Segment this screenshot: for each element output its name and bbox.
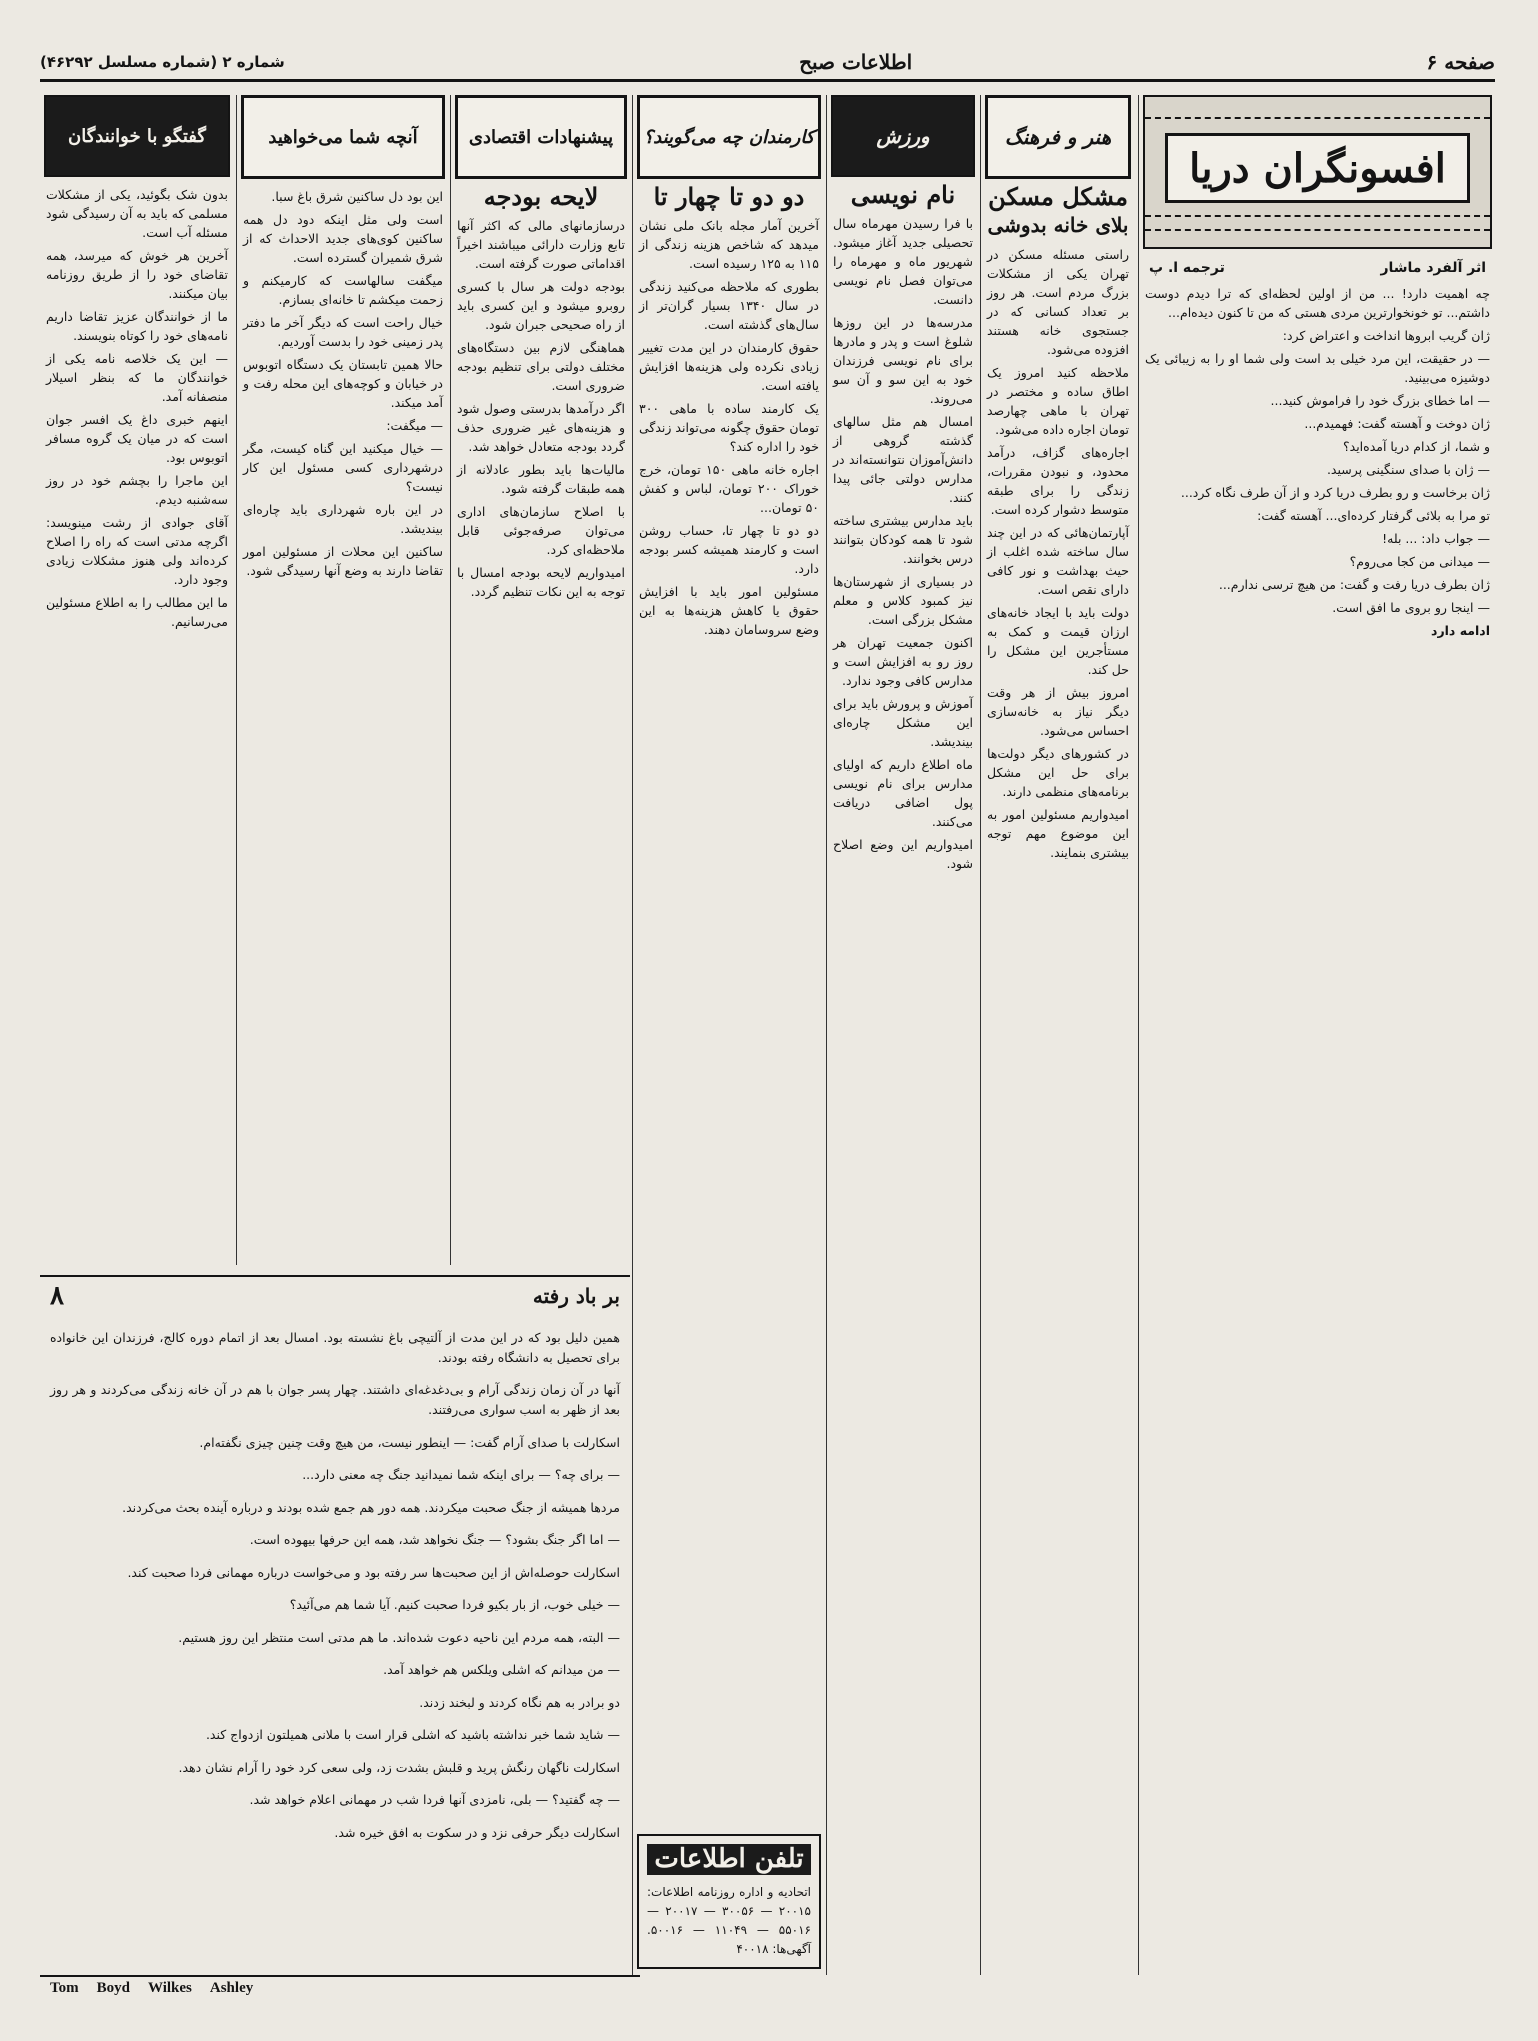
article-body: [981, 245, 1135, 862]
phone-title: تلفن اطلاعات: [647, 1844, 811, 1875]
column-budget: [450, 95, 631, 1265]
footer-name: Tom: [50, 1979, 79, 1996]
story-title: افسونگران دریا: [1165, 133, 1470, 203]
paragraph: ملاحظه کنید امروز یک اطاق ساده و مختصر در تهران با ماهی چهارصد تومان اجاره داده می‌شود.: [987, 365, 1129, 437]
paragraph: دو برادر به هم نگاه کردند و لبخند زدند.: [419, 1694, 620, 1710]
paragraph: ژان برخاست و رو بطرف دریا کرد و از آن طرف نگاه کرد...: [1180, 485, 1490, 500]
article-body: [237, 187, 449, 580]
paragraph: ژان گریب ابروها انداخت و اعتراض کرد:: [1282, 328, 1490, 343]
footer-name: Ashley: [209, 1979, 254, 1996]
paragraph: همین دلیل بود که در این مدت از آلتیچی باغ نشسته بود. امسال بعد از اتمام دوره کالج، فرزندان این خانواده برای تحصیل به دانشگاه رفته بودند.: [50, 1329, 620, 1365]
paragraph: امیدواریم مسئولین امور به این موضوع مهم توجه بیشتری بنمایند.: [987, 807, 1129, 860]
paragraph: — اما خطای بزرگ خود را فراموش کنید...: [1270, 393, 1490, 408]
paragraph: حقوق کارمندان در این مدت تغییر زیادی نکرده ولی هزینه‌ها افزایش یافته است.: [639, 340, 819, 393]
column-readers: [40, 95, 234, 1265]
paragraph: این بود دل ساکنین شرق باغ سبا.: [271, 189, 443, 204]
paragraph: است ولی مثل اینکه دود دل همه ساکنین کوی‌های جدید الاحداث که از شرق شمیران گسترده است.: [243, 212, 443, 265]
paragraph: — اما اگر جنگ بشود؟ — جنگ نخواهد شد، همه این حرفها بیهوده است.: [249, 1532, 620, 1547]
phone-numbers: اتحادیه و اداره روزنامه اطلاعات: ۲۰۰۱۵ — ۳۰۰۵۶ — ۲۰۰۱۷ — ۵۵۰۱۶ — ۱۱۰۴۹ — ۵۰۰۱۶. آگهی‌ها: ۴۰۰۱۸: [647, 1885, 811, 1956]
paragraph: — اینجا رو بروی ما افق است.: [1332, 600, 1490, 615]
paragraph: حالا همین تابستان یک دستگاه اتوبوس در خیابان و کوچه‌های این محله رفت و آمد میکند.: [243, 357, 443, 410]
paragraph: خیال راحت است که دیگر آخر ما دفتر پدر زمینی خود را بدست آوردیم.: [243, 315, 443, 349]
section-header-sport: [831, 95, 975, 177]
paragraph: در این باره شهرداری باید چاره‌ای بیندیشد.: [243, 502, 443, 536]
paragraph: با اصلاح سازمان‌های اداری می‌توان صرفه‌جوئی قابل ملاحظه‌ای کرد.: [457, 504, 625, 557]
story-banner: [1143, 95, 1492, 249]
paragraph: در بسیاری از شهرستان‌ها نیز کمبود کلاس و معلم مشکل بزرگی است.: [833, 574, 973, 627]
paragraph: بدون شک بگوئید، یکی از مشکلات مسلمی که باید به آن رسیدگی شود مسئله آب است.: [46, 187, 228, 240]
article-subtitle: بلای خانه بدوشی: [987, 213, 1129, 237]
paragraph: دولت باید با ایجاد خانه‌های ارزان قیمت و کمک به مستأجرین این مشکل را حل کند.: [987, 605, 1129, 677]
paragraph: باید مدارس بیشتری ساخته شود تا همه کودکان بتوانند درس بخوانند.: [833, 513, 973, 566]
paragraph: چه اهمیت دارد! ... من از اولین لحظه‌ای که ترا دیدم دوست داشتم... تو خونخوارترین مردی هستی که من تا کنون دیده‌ام...: [1145, 286, 1490, 320]
story-body: [1139, 284, 1496, 640]
paragraph: این ماجرا را بچشم خود در روز سه‌شنبه دیدم.: [46, 473, 228, 507]
section-header-readers: گفتگو با خوانندگان: [44, 95, 230, 177]
paragraph: اجاره خانه ماهی ۱۵۰ تومان، خرج خوراک ۲۰۰ تومان، لباس و کفش ۵۰ تومان...: [639, 462, 819, 515]
paragraph: — میدانی من کجا می‌روم؟: [1349, 554, 1490, 569]
paragraph: اسکارلت دیگر حرفی نزد و در سکوت به افق خیره شد.: [334, 1824, 620, 1840]
article-title: لایحه بودجه: [483, 182, 599, 211]
story-byline: [1139, 259, 1496, 278]
paragraph: ساکنین این محلات از مسئولین امور تقاضا دارند به وضع آنها رسیدگی شود.: [243, 544, 443, 578]
paragraph: ژان بطرف دریا رفت و گفت: من هیچ ترسی ندارم...: [1218, 577, 1490, 592]
paragraph: دو دو تا چهار تا، حساب روشن است و کارمند همیشه کسر بودجه دارد.: [639, 523, 819, 576]
serial-novel-body: [40, 1328, 630, 1843]
paragraph: میگفت سالهاست که کارمیکنم و زحمت میکشم تا خانه‌ای بسازم.: [243, 273, 443, 307]
article-title: نام نویسی: [850, 180, 956, 209]
paragraph: آموزش و پرورش باید برای این مشکل چاره‌ای بیندیشد.: [833, 696, 973, 749]
paragraph: — میگفت:: [386, 418, 443, 433]
paragraph: — ژان با صدای سنگینی پرسید.: [1326, 462, 1490, 477]
paragraph: و شما، از کدام دریا آمده‌اید؟: [1343, 439, 1490, 454]
paragraph: آپارتمان‌هائی که در این چند سال ساخته شده اغلب از حیث بهداشت و نور کافی دارای نقص است.: [987, 525, 1129, 597]
article-body: [633, 216, 825, 639]
paragraph: — خیلی خوب، از بار بکیو فردا صحبت کنیم. آیا شما هم می‌آئید؟: [289, 1597, 620, 1612]
continued-label: ادامه دارد: [1431, 623, 1490, 638]
paragraph: ما این مطالب را به اطلاع مسئولین می‌رسانیم.: [46, 595, 228, 629]
paragraph: — من میدانم که اشلی ویلکس هم خواهد آمد.: [383, 1662, 620, 1677]
paragraph: مردها همیشه از جنگ صحبت میکردند. همه دور هم جمع شده بودند و درباره آینده بحث می‌کردند.: [122, 1499, 620, 1515]
paragraph: ما از خوانندگان عزیز تقاضا داریم نامه‌های خود را کوتاه بنویسند.: [46, 309, 228, 343]
paragraph: اینهم خبری داغ یک افسر جوان است که در میان یک گروه مسافر اتوبوس بود.: [46, 412, 228, 465]
paragraph: بودجه دولت هر سال با کسری روبرو میشود و این کسری باید از راه صحیحی جبران شود.: [457, 279, 625, 332]
paragraph: — در حقیقت، این مرد خیلی بد است ولی شما او را به زیبائی یک دوشیزه می‌بینید.: [1145, 351, 1490, 385]
article-title: مشکل مسکن: [988, 182, 1128, 211]
serial-novel-section: [40, 1275, 630, 1967]
character-names-footer: [40, 1975, 640, 1999]
paragraph: — این یک خلاصه نامه یکی از خوانندگان ما که بنظر اسیلار منصفانه آمد.: [46, 351, 228, 404]
serial-novel-title: بر باد رفته: [532, 1284, 620, 1308]
paragraph: مالیات‌ها باید بطور عادلانه از همه طبقات گرفته شود.: [457, 462, 625, 496]
paragraph: ماه اطلاع داریم که اولیای مدارس برای نام نویسی پول اضافی دریافت می‌کنند.: [833, 757, 973, 829]
paragraph: اسکارلت ناگهان رنگش پرید و قلبش بشدت زد، ولی سعی کرد خود را آرام نشان دهد.: [178, 1759, 620, 1775]
column-registration: [826, 95, 979, 1975]
section-header-employees: کارمندان چه می‌گویند؟: [637, 95, 821, 179]
paragraph: آخرین هر خوش که میرسد، همه تقاضای خود را از طریق روزنامه بیان میکنند.: [46, 248, 228, 301]
paragraph: در کشورهای دیگر دولت‌ها برای حل این مشکل برنامه‌های منظمی دارند.: [987, 746, 1129, 799]
paragraph: — شاید شما خبر نداشته باشید که اشلی قرار است با ملانی همیلتون ازدواج کند.: [205, 1727, 620, 1742]
paragraph: درسازمانهای مالی که اکثر آنها تابع وزارت دارائی میباشند اخیراً اقداماتی صورت گرفته است.: [457, 218, 625, 271]
paragraph: اکنون جمعیت تهران هر روز رو به افزایش است و مدارس کافی وجود ندارد.: [833, 635, 973, 688]
serial-novel-episode: ۸: [50, 1281, 64, 1311]
paragraph: یک کارمند ساده با ماهی ۳۰۰ تومان حقوق چگونه می‌تواند زندگی خود را اداره کند؟: [639, 401, 819, 454]
phone-info-box: [637, 1834, 821, 1969]
page-header: [40, 45, 1495, 82]
section-header-economy: پیشنهادات اقتصادی: [455, 95, 627, 179]
paragraph: اسکارلت حوصله‌اش از این صحبت‌ها سر رفته بود و می‌خواست درباره مهمانی فردا صحبت کند.: [127, 1564, 620, 1580]
article-body: [451, 216, 631, 601]
paragraph: — برای چه؟ — برای اینکه شما نمیدانید جنگ چه معنی دارد...: [302, 1467, 620, 1482]
paragraph: — خیال میکنید این گناه کیست، مگر درشهرداری کسی مسئول این کار نیست؟: [243, 441, 443, 494]
footer-name: Boyd: [96, 1979, 130, 1996]
paragraph: امیدواریم لایحه بودجه امسال با توجه به این نکات تنظیم گردد.: [457, 565, 625, 599]
paragraph: اسکارلت با صدای آرام گفت: — اینطور نیست، من هیچ وقت چنین چیزی نگفته‌ام.: [199, 1434, 620, 1450]
paragraph: اجاره‌های گزاف، درآمد محدود، و نبودن مقررات، زندگی را برای طبقه متوسط دشوار کرده است.: [987, 445, 1129, 517]
paragraph: مدرسه‌ها در این روزها شلوغ است و پدر و مادرها برای نام نویسی فرزندان خود به این سو و آن سو می‌روند.: [833, 315, 973, 406]
section-header-art: هنر و فرهنگ: [985, 95, 1131, 179]
section-header-label: ورزش: [876, 123, 930, 148]
newspaper-name: اطلاعات صبح: [799, 50, 913, 74]
story-author: اثر آلفرد ماشار: [1380, 260, 1486, 276]
article-title: دو دو تا چهار تا: [653, 182, 805, 211]
story-translator: ترجمه ا. پ: [1149, 260, 1225, 276]
page-number: صفحه ۶: [1426, 50, 1495, 74]
column-serial-story: [1138, 95, 1496, 1975]
paragraph: اگر درآمدها بدرستی وصول شود و هزینه‌های غیر ضروری حذف گردد بودجه متعادل خواهد شد.: [457, 401, 625, 454]
paragraph: تو مرا به بلائی گرفتار کرده‌ای... آهسته گفت:: [1257, 508, 1490, 523]
paragraph: آخرین آمار مجله بانک ملی نشان میدهد که شاخص هزینه زندگی از ۱۱۵ به ۱۲۵ رسیده است.: [639, 218, 819, 271]
paragraph: مسئولین امور باید با افزایش حقوق یا کاهش هزینه‌ها به این وضع سروسامان دهند.: [639, 584, 819, 637]
paragraph: — جواب داد: ... بله!: [1382, 531, 1490, 546]
article-body: [40, 185, 234, 631]
paragraph: بطوری که ملاحظه می‌کنید زندگی در سال ۱۳۴۰ بسیار گران‌تر از سال‌های گذشته است.: [639, 279, 819, 332]
paragraph: آنها در آن زمان زندگی آرام و بی‌دغدغه‌ای داشتند. چهار پسر جوان با هم در آن خانه زندگی می‌کردند و هر روز بعد از ظهر به اسب سواری می‌رفتند.: [50, 1382, 620, 1417]
paragraph: امیدواریم این وضع اصلاح شود.: [833, 837, 973, 871]
serial-novel-header: [40, 1277, 630, 1315]
paragraph: امروز بیش از هر وقت دیگر نیاز به خانه‌سازی احساس می‌شود.: [987, 685, 1129, 738]
column-what-you-want: [236, 95, 449, 1265]
newspaper-page: [40, 45, 1495, 1995]
footer-name: Wilkes: [147, 1979, 192, 1996]
paragraph: — البته، همه مردم این ناحیه دعوت شده‌اند. ما هم مدتی است منتظر این روز هستیم.: [178, 1629, 620, 1645]
section-header-wishes: آنچه شما می‌خواهید: [241, 95, 445, 179]
paragraph: راستی مسئله مسکن در تهران یکی از مشکلات بزرگ مردم است. هر روز بر تعداد کسانی که در جستجوی خانه هستند افزوده می‌شود.: [987, 247, 1129, 357]
column-employees: [632, 95, 825, 1975]
paragraph: با فرا رسیدن مهرماه سال تحصیلی جدید آغاز میشود. شهریور ماه و مهرماه را می‌توان فصل نام نویسی دانست.: [833, 216, 973, 307]
paragraph: — چه گفتید؟ — بلی، نامزدی آنها فردا شب در مهمانی اعلام خواهد شد.: [249, 1792, 620, 1807]
paragraph: هماهنگی لازم بین دستگاه‌های مختلف دولتی برای تنظیم بودجه ضروری است.: [457, 340, 625, 393]
paragraph: ژان دوخت و آهسته گفت: فهمیدم...: [1304, 416, 1490, 431]
column-housing: [980, 95, 1135, 1975]
paragraph: آقای جوادی از رشت مینویسد: اگرچه مدتی است که راه را اصلاح کرده‌اند ولی هنوز مشکلات زیادی وجود دارد.: [46, 515, 228, 587]
issue-number: شماره ۲ (شماره مسلسل ۴۶۲۹۲): [40, 53, 285, 71]
paragraph: امسال هم مثل سالهای گذشته گروهی از دانش‌آموزان نتوانسته‌اند در مدارس دولتی جائی پیدا کنند.: [833, 414, 973, 505]
article-body: [827, 214, 979, 873]
